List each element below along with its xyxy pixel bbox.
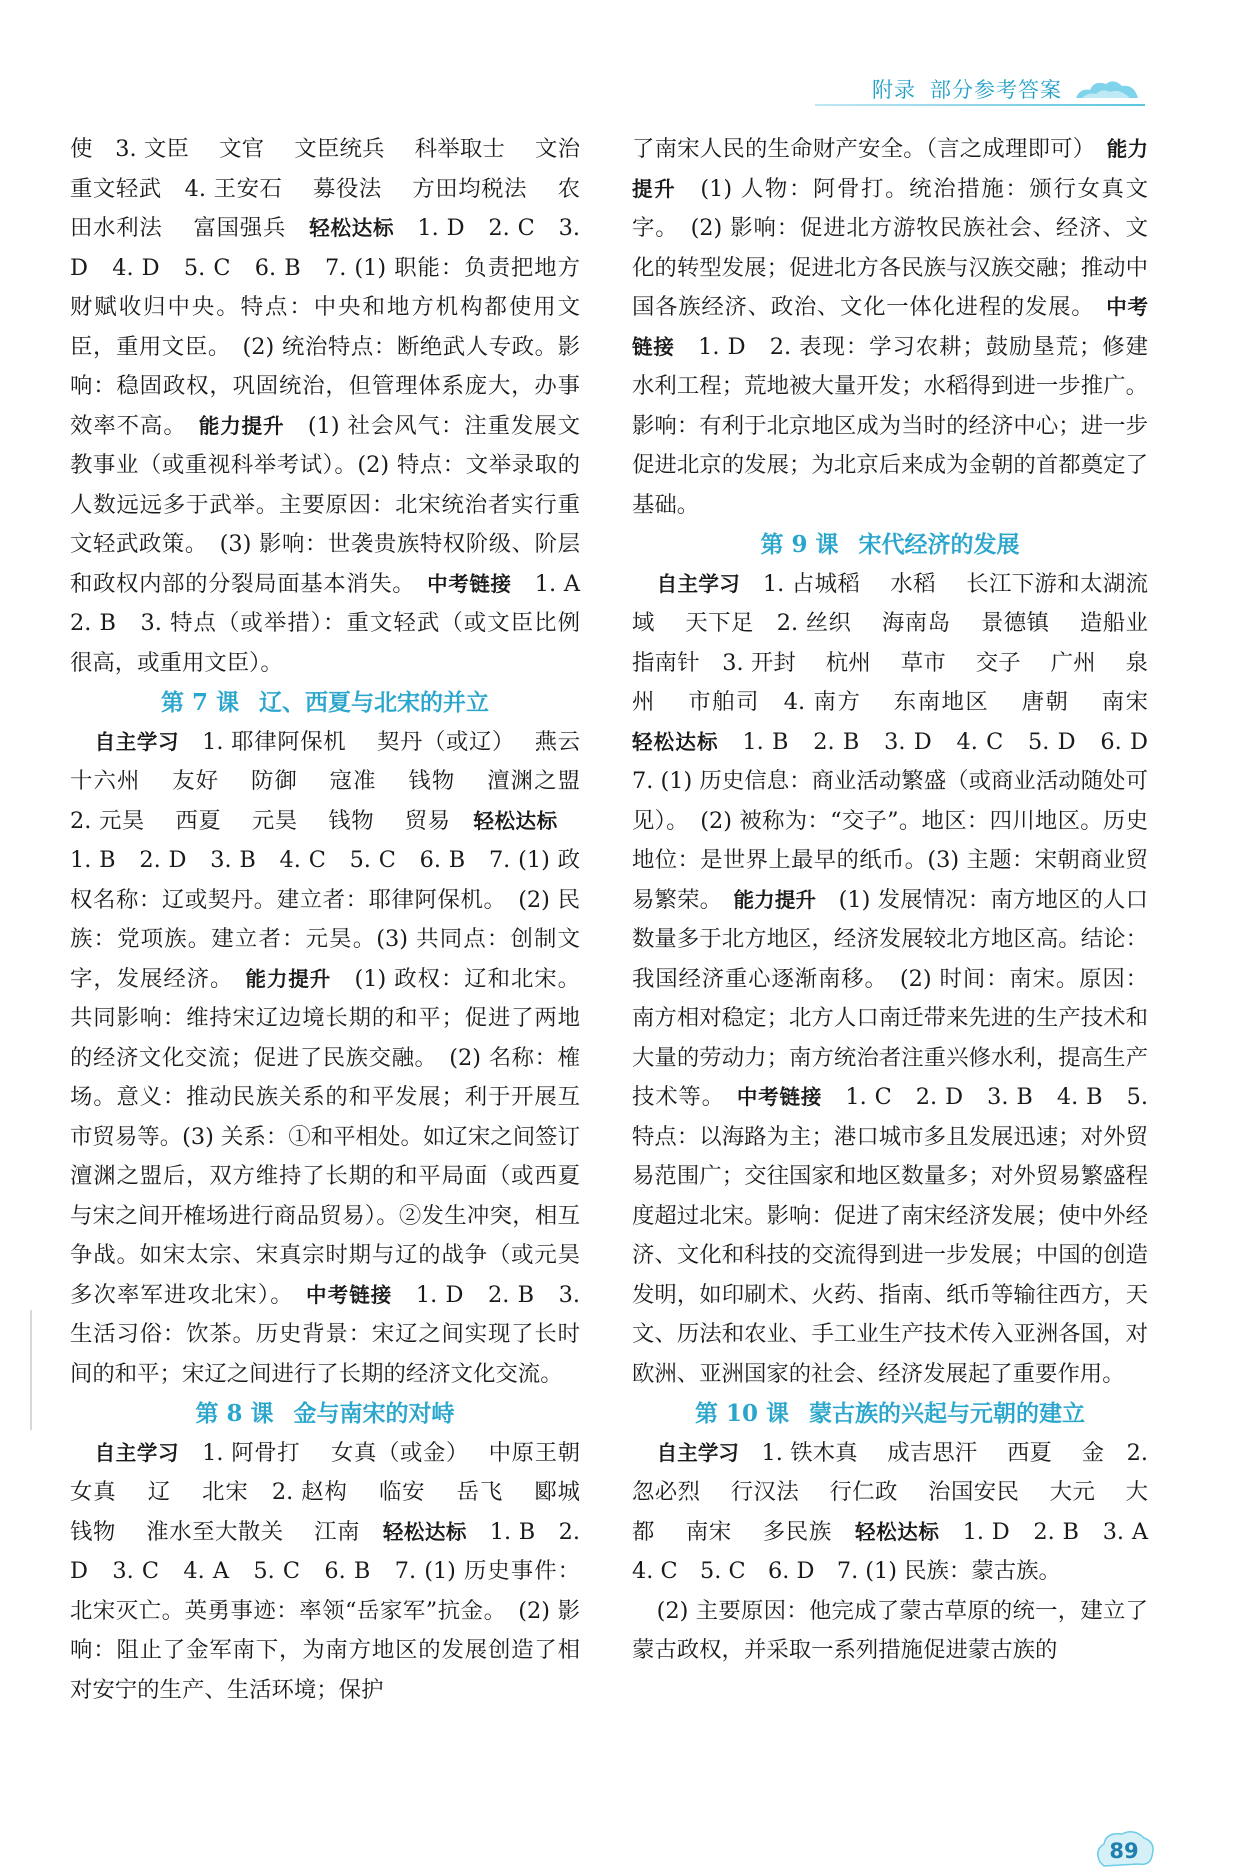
answer-paragraph [70, 1434, 610, 1711]
section-keyword: 中考链接 [427, 571, 512, 596]
section-keyword: 轻松达标 [309, 216, 395, 240]
header-text [872, 74, 1062, 104]
answer-text: 1. 耶律阿保机 契丹（或辽） 燕云十六州 友好 防御 寇准 钱物 澶渊之盟 2. 元昊 西夏 元昊 钱物 贸易 [70, 728, 603, 834]
section-keyword: 能力提升 [245, 966, 332, 991]
section-keyword: 中考链接 [736, 1085, 823, 1109]
answer-text: (2) 主要原因：他完成了蒙古草原的统一，建立了蒙古政权，并采取一系列措施促进蒙古族的 [632, 1597, 1148, 1663]
lesson-heading [632, 525, 1148, 565]
answer-text: (1) 社会风气：注重发展文教事业（或重视科举考试）。(2) 特点：文举录取的人数远远多于武举。主要原因：北宋统治者实行重文轻武政策。 (3) 影响：世袭贵族特权阶级、阶层和政权内部的分裂局面基本消失。 [70, 412, 580, 597]
lesson-number: 第 7 课 [160, 689, 240, 716]
answer-text: 1. D 2. B 3. 生活习俗：饮茶。历史背景：宋辽之间实现了长时间的和平；宋辽之间进行了长期的经济文化交流。 [70, 1281, 581, 1387]
section-keyword: 自主学习 [94, 729, 180, 754]
section-keyword: 能力提升 [733, 887, 817, 912]
answer-text: 1. D 2. 表现：学习农耕；鼓励垦荒；修建水利工程；荒地被大量开发；水稻得到进一步推广。影响：有利于北京地区成为当时的经济中心；进一步促进北京的发展；为北京后来成为金朝的首都奠定了基础。 [632, 333, 1148, 518]
section-keyword: 能力提升 [632, 137, 1149, 201]
page-number: 89 [1109, 1839, 1139, 1863]
answer-text: 1. 铁木真 成吉思汗 西夏 金 2. 忽必烈 行汉法 行仁政 治国安民 大元 大都 南宋 多民族 [632, 1439, 1148, 1545]
answer-text: 1. 占城稻 水稻 长江下游和太湖流域 天下足 2. 丝织 海南岛 景德镇 造船业 指南针 3. 开封 杭州 草市 交子 广州 泉州 市舶司 4. 南方 东南地区 唐朝 南宋 [632, 570, 1178, 715]
answer-text: 1. B 2. D 3. C 4. A 5. C 6. B 7. (1) 历史事件：北宋灭亡。英勇事迹：率领“岳家军”抗金。 (2) 影响：阻止了金军南下，为南方地区的发展创造了相对安宁的生产、生活环境；保护 [70, 1518, 580, 1703]
answer-text: 1. A 2. B 3. 特点（或举措）：重文轻武（或文臣比例很高，或重用文臣）。 [70, 570, 603, 676]
section-keyword: 自主学习 [94, 1440, 180, 1465]
section-keyword: 能力提升 [198, 413, 285, 438]
section-keyword: 轻松达标 [854, 1519, 940, 1544]
lesson-heading [70, 1394, 580, 1434]
section-keyword: 自主学习 [656, 571, 741, 596]
lesson-number: 第 9 课 [760, 531, 839, 558]
answer-text: 使 3. 文臣 文官 文臣统兵 科举取士 文治 重文轻武 4. 王安石 募役法 方田均税法 农田水利法 富国强兵 [70, 136, 610, 241]
answer-paragraph [632, 1592, 1148, 1671]
lesson-number: 第 10 课 [694, 1400, 790, 1427]
header-rule [815, 104, 1145, 106]
answer-text: 1. D 2. B 3. A 4. C 5. C 6. D 7. (1) 民族：蒙古族。 [632, 1518, 1171, 1584]
page-header [872, 74, 1142, 104]
lesson-title: 宋代经济的发展 [858, 531, 1020, 558]
header-section: 附录 [872, 78, 916, 102]
left-column [70, 130, 610, 1710]
section-keyword: 中考链接 [306, 1282, 393, 1307]
answer-text: 了南宋人民的生命财产安全。（言之成理即可） [632, 136, 1107, 162]
answer-paragraph [632, 565, 1178, 1395]
lesson-heading [632, 1394, 1148, 1434]
answer-text: 1. 阿骨打 女真（或金） 中原王朝 女真 辽 北宋 2. 赵构 临安 岳飞 郾城 钱物 淮水至大散关 江南 [70, 1439, 610, 1545]
answer-text: 1. C 2. D 3. B 4. B 5. 特点：以海路为主；港口城市多且发展迅速；对外贸易范围广；交往国家和地区数量多；对外贸易繁盛程度超过北宋。影响：促进了南宋经济发展；使中外经济、文化和科技的交流得到进一步发展；中国的创造发明，如印刷术、火药、指南、纸币等输往西方，天文、历法和农业、手工业生产技术传入亚洲各国，对欧洲、亚洲国家的社会、经济发展起了重要作用。 [632, 1084, 1149, 1387]
right-column [632, 130, 1178, 1671]
answer-paragraph [632, 1434, 1171, 1592]
section-keyword: 轻松达标 [632, 729, 719, 754]
answer-text: 1. B 2. D 3. B 4. C 5. C 6. B 7. (1) 政权名称：辽或契丹。建立者：耶律阿保机。 (2) 民族：党项族。建立者：元昊。(3) 共同点：创制文字，发展经济。 [70, 807, 581, 992]
section-keyword: 轻松达标 [473, 808, 558, 833]
answer-text: 1. B 2. B 3. D 4. C 5. D 6. D 7. (1) 历史信息：商业活动繁盛（或商业活动随处可见）。 (2) 被称为：“交子”。地区：四川地区。历史地位：是世界上最早的纸币。(3) 主题：宋朝商业贸易繁荣。 [632, 728, 1171, 913]
header-title: 部分参考答案 [930, 78, 1062, 102]
lesson-heading [70, 683, 580, 723]
answer-paragraph [70, 130, 610, 683]
lesson-title: 金与南宋的对峙 [293, 1400, 455, 1427]
answer-text: 1. D 2. C 3. D 4. D 5. C 6. B 7. (1) 职能：负责把地方财赋收归中央。特点：中央和地方机构都使用文臣，重用文臣。 (2) 统治特点：断绝武人专政。影响：稳固政权，巩固统治，但管理体系庞大，办事效率不高。 [70, 215, 580, 439]
section-keyword: 自主学习 [656, 1440, 740, 1465]
answer-text: (1) 人物：阿骨打。统治措施：颁行女真文字。 (2) 影响：促进北方游牧民族社会、经济、文化的转型发展；促进北方各民族与汉族交融；推动中国各族经济、政治、文化一体化进程的发展。 [632, 175, 1148, 320]
answer-text: (1) 政权：辽和北宋。共同影响：维持宋辽边境长期的和平；促进了两地的经济文化交流；促进了民族交融。 (2) 名称：榷场。意义：推动民族关系的和平发展；利于开展互市贸易等。(3) 关系：①和平相处。如辽宋之间签订澶渊之盟后，双方维持了长期的和平局面（或西夏与宋之间开榷场进行商品贸易）。②发生冲突，相互争战。如宋太宗、宋真宗时期与辽的战争（或元昊多次率军进攻北宋）。 [70, 965, 580, 1308]
lesson-title: 辽、西夏与北宋的并立 [259, 689, 490, 716]
binding-mark [30, 1310, 32, 1430]
section-keyword: 中考链接 [632, 295, 1148, 359]
section-keyword: 轻松达标 [382, 1519, 467, 1544]
lesson-number: 第 8 课 [195, 1400, 274, 1427]
answer-paragraph [632, 130, 1148, 525]
answer-paragraph [70, 723, 603, 1395]
lesson-title: 蒙古族的兴起与元朝的建立 [809, 1400, 1086, 1427]
answer-text: (1) 发展情况：南方地区的人口数量多于北方地区，经济发展较北方地区高。结论：我国经济重心逐渐南移。 (2) 时间：南宋。原因：南方相对稳定；北方人口南迁带来先进的生产技术和大量的劳动力；南方统治者注重兴修水利，提高生产技术等。 [632, 886, 1148, 1110]
cloud-icon [1072, 76, 1142, 102]
